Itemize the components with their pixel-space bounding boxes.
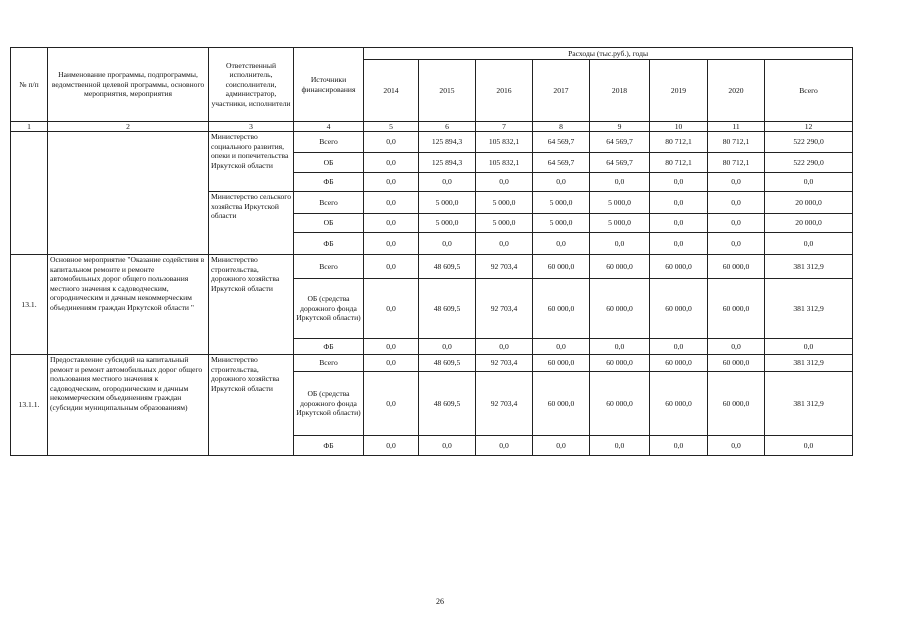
value-cell: 0,0 [533, 233, 590, 255]
value-cell: 60 000,0 [708, 355, 765, 372]
value-cell: 5 000,0 [533, 214, 590, 233]
total-cell: 522 290,0 [765, 153, 853, 173]
value-cell: 80 712,1 [708, 153, 765, 173]
value-cell: 64 569,7 [590, 153, 650, 173]
column-number: 3 [209, 122, 294, 132]
total-header: Всего [765, 60, 853, 122]
column-number: 12 [765, 122, 853, 132]
value-cell: 0,0 [650, 233, 708, 255]
row-name: Предоставление субсидий на капитальный ремонт и ремонт автомобильных дорог общего пользования местного значения к садоводческим, огородническим и дачным некоммерческим объединениям граждан (субсидии муниципальным образованиям) [48, 355, 209, 456]
total-cell: 0,0 [765, 173, 853, 192]
value-cell: 0,0 [364, 173, 419, 192]
value-cell: 0,0 [590, 173, 650, 192]
value-cell: 0,0 [650, 214, 708, 233]
value-cell: 0,0 [364, 279, 419, 339]
row-responsible: Министерство социального развития, опеки и попечительства Иркутской области [209, 132, 294, 192]
row-source: Всего [294, 192, 364, 214]
header-name: Наименование программы, подпрограммы, ведомственной целевой программы, основного мероприятия, мероприятия [48, 48, 209, 122]
value-cell: 60 000,0 [708, 279, 765, 339]
row-source: ФБ [294, 173, 364, 192]
value-cell: 92 703,4 [476, 355, 533, 372]
row-number: 13.1.1. [11, 355, 48, 456]
value-cell: 0,0 [590, 233, 650, 255]
row-source: Всего [294, 132, 364, 153]
value-cell: 0,0 [364, 372, 419, 436]
value-cell: 48 609,5 [419, 255, 476, 279]
value-cell: 0,0 [590, 436, 650, 456]
value-cell: 60 000,0 [708, 255, 765, 279]
year-header: 2014 [364, 60, 419, 122]
row-source: ФБ [294, 436, 364, 456]
row-name: Основное мероприятие "Оказание содействия в капитальном ремонте и ремонте автомобильных дорог общего пользования местного значения к садоводческим, огородническим и дачным некоммерческим объединениям граждан Иркутской области " [48, 255, 209, 355]
value-cell: 92 703,4 [476, 279, 533, 339]
value-cell: 0,0 [364, 132, 419, 153]
value-cell: 5 000,0 [476, 214, 533, 233]
row-source: ОБ (средства дорожного фонда Иркутской области) [294, 372, 364, 436]
value-cell: 0,0 [590, 339, 650, 355]
value-cell: 5 000,0 [476, 192, 533, 214]
row-source: ФБ [294, 233, 364, 255]
value-cell: 0,0 [419, 436, 476, 456]
total-cell: 0,0 [765, 233, 853, 255]
value-cell: 0,0 [650, 436, 708, 456]
header-responsible: Ответственный исполнитель, соисполнители, администратор, участники, исполнители [209, 48, 294, 122]
value-cell: 48 609,5 [419, 279, 476, 339]
total-cell: 381 312,9 [765, 372, 853, 436]
value-cell: 0,0 [419, 339, 476, 355]
column-number: 5 [364, 122, 419, 132]
value-cell: 60 000,0 [590, 279, 650, 339]
value-cell: 0,0 [476, 173, 533, 192]
value-cell: 105 832,1 [476, 132, 533, 153]
value-cell: 0,0 [476, 339, 533, 355]
value-cell: 60 000,0 [533, 255, 590, 279]
value-cell: 0,0 [650, 173, 708, 192]
value-cell: 0,0 [708, 173, 765, 192]
value-cell: 0,0 [364, 355, 419, 372]
value-cell: 0,0 [476, 233, 533, 255]
value-cell: 80 712,1 [650, 132, 708, 153]
column-number: 9 [590, 122, 650, 132]
column-number: 2 [48, 122, 209, 132]
value-cell: 80 712,1 [708, 132, 765, 153]
value-cell: 5 000,0 [419, 214, 476, 233]
value-cell: 60 000,0 [650, 372, 708, 436]
value-cell: 0,0 [533, 173, 590, 192]
row-name [48, 132, 209, 255]
value-cell: 0,0 [476, 436, 533, 456]
header-row [11, 48, 853, 60]
value-cell: 60 000,0 [650, 255, 708, 279]
value-cell: 0,0 [364, 436, 419, 456]
value-cell: 5 000,0 [590, 214, 650, 233]
row-source: ОБ [294, 214, 364, 233]
total-cell: 381 312,9 [765, 279, 853, 339]
column-number: 7 [476, 122, 533, 132]
row-source: Всего [294, 255, 364, 279]
value-cell: 0,0 [708, 192, 765, 214]
table-row [11, 132, 853, 153]
total-cell: 381 312,9 [765, 355, 853, 372]
value-cell: 0,0 [364, 339, 419, 355]
expenses-table [10, 47, 853, 456]
value-cell: 5 000,0 [419, 192, 476, 214]
row-number: 13.1. [11, 255, 48, 355]
value-cell: 60 000,0 [590, 355, 650, 372]
total-cell: 381 312,9 [765, 255, 853, 279]
value-cell: 60 000,0 [533, 279, 590, 339]
row-responsible: Министерство строительства, дорожного хозяйства Иркутской области [209, 255, 294, 355]
table-row [11, 355, 853, 372]
value-cell: 80 712,1 [650, 153, 708, 173]
year-header: 2015 [419, 60, 476, 122]
value-cell: 64 569,7 [533, 132, 590, 153]
value-cell: 48 609,5 [419, 355, 476, 372]
value-cell: 0,0 [650, 339, 708, 355]
value-cell: 0,0 [708, 339, 765, 355]
year-header: 2020 [708, 60, 765, 122]
year-header: 2018 [590, 60, 650, 122]
column-number: 8 [533, 122, 590, 132]
value-cell: 0,0 [364, 153, 419, 173]
value-cell: 105 832,1 [476, 153, 533, 173]
value-cell: 0,0 [364, 192, 419, 214]
header-expenses: Расходы (тыс.руб.), годы [364, 48, 853, 60]
value-cell: 64 569,7 [533, 153, 590, 173]
value-cell: 5 000,0 [590, 192, 650, 214]
column-number: 1 [11, 122, 48, 132]
table-row [11, 255, 853, 279]
value-cell: 60 000,0 [650, 355, 708, 372]
value-cell: 0,0 [364, 214, 419, 233]
total-cell: 0,0 [765, 436, 853, 456]
value-cell: 60 000,0 [708, 372, 765, 436]
value-cell: 64 569,7 [590, 132, 650, 153]
value-cell: 0,0 [364, 255, 419, 279]
value-cell: 92 703,4 [476, 372, 533, 436]
column-number: 6 [419, 122, 476, 132]
value-cell: 60 000,0 [650, 279, 708, 339]
value-cell: 0,0 [533, 436, 590, 456]
total-cell: 20 000,0 [765, 192, 853, 214]
year-header: 2019 [650, 60, 708, 122]
total-cell: 20 000,0 [765, 214, 853, 233]
value-cell: 0,0 [419, 173, 476, 192]
value-cell: 0,0 [650, 192, 708, 214]
value-cell: 0,0 [708, 214, 765, 233]
column-number: 4 [294, 122, 364, 132]
value-cell: 0,0 [708, 233, 765, 255]
row-source: ФБ [294, 339, 364, 355]
value-cell: 0,0 [708, 436, 765, 456]
value-cell: 0,0 [364, 233, 419, 255]
value-cell: 60 000,0 [590, 255, 650, 279]
value-cell: 125 894,3 [419, 132, 476, 153]
value-cell: 48 609,5 [419, 372, 476, 436]
header-sources: Источники финансирования [294, 48, 364, 122]
value-cell: 60 000,0 [590, 372, 650, 436]
value-cell: 0,0 [533, 339, 590, 355]
row-source: ОБ [294, 153, 364, 173]
value-cell: 0,0 [419, 233, 476, 255]
value-cell: 125 894,3 [419, 153, 476, 173]
value-cell: 92 703,4 [476, 255, 533, 279]
row-responsible: Министерство строительства, дорожного хозяйства Иркутской области [209, 355, 294, 456]
total-cell: 0,0 [765, 339, 853, 355]
row-source: ОБ (средства дорожного фонда Иркутской области) [294, 279, 364, 339]
column-number: 10 [650, 122, 708, 132]
year-header: 2016 [476, 60, 533, 122]
column-numbers-row [11, 122, 853, 132]
row-responsible: Министерство сельского хозяйства Иркутской области [209, 192, 294, 255]
total-cell: 522 290,0 [765, 132, 853, 153]
year-header: 2017 [533, 60, 590, 122]
value-cell: 60 000,0 [533, 355, 590, 372]
row-number [11, 132, 48, 255]
row-source: Всего [294, 355, 364, 372]
page-number: 26 [436, 597, 444, 606]
value-cell: 5 000,0 [533, 192, 590, 214]
header-num: № п/п [11, 48, 48, 122]
column-number: 11 [708, 122, 765, 132]
value-cell: 60 000,0 [533, 372, 590, 436]
